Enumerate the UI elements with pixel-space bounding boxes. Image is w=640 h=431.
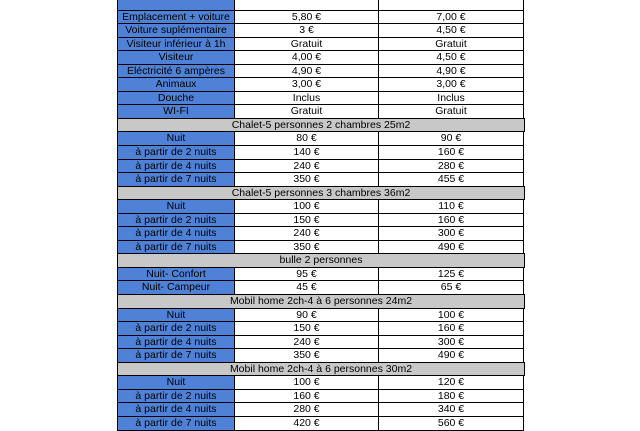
price-cell-low: 350 € (234, 172, 379, 187)
price-cell-high: 100 € (378, 308, 524, 323)
table-row (117, 402, 524, 416)
table-row (117, 267, 524, 281)
row-label: WI-FI (117, 104, 235, 119)
price-cell-low: 45 € (234, 280, 379, 295)
table-row (117, 321, 524, 335)
row-label: Visiteur inférieur à 1h (117, 37, 235, 52)
table-row (117, 10, 524, 24)
price-cell-high: 160 € (378, 213, 524, 228)
table-row (117, 226, 524, 240)
price-cell-low: 350 € (234, 240, 379, 255)
price-cell-low: 95 € (234, 267, 379, 282)
price-cell-high: 490 € (378, 240, 524, 255)
price-cell-low: 350 € (234, 348, 379, 363)
table-row (117, 389, 524, 403)
price-cell-low: 4,90 € (234, 64, 379, 79)
price-cell-high: 300 € (378, 335, 524, 350)
price-cell-low: Inclus (234, 91, 379, 106)
price-cell-low: 90 € (234, 308, 379, 323)
price-cell-high: 120 € (378, 375, 524, 390)
row-label: à partir de 2 nuits (117, 321, 235, 336)
price-cell-high: 280 € (378, 159, 524, 174)
price-cell-low: 3 € (234, 23, 379, 38)
price-cell-high: 65 € (378, 280, 524, 295)
row-label: Voiture suplémentaire (117, 23, 235, 38)
section-header-row (117, 253, 524, 267)
price-cell-high: 340 € (378, 402, 524, 417)
table-row (117, 240, 524, 254)
price-cell-high: 490 € (378, 348, 524, 363)
row-label: Nuit (117, 308, 235, 323)
row-label: Visiteur (117, 50, 235, 65)
price-cell-low: Gratuit (234, 104, 379, 119)
section-header-row (117, 362, 524, 376)
price-cell-high: 4,50 € (378, 23, 524, 38)
price-cell-low: 240 € (234, 159, 379, 174)
table-row (117, 199, 524, 213)
price-cell-high: 4,90 € (378, 64, 524, 79)
table-row (117, 280, 524, 294)
price-cell-high: 160 € (378, 145, 524, 160)
price-cell-high: 110 € (378, 199, 524, 214)
price-cell-low: 160 € (234, 389, 379, 404)
row-label: à partir de 7 nuits (117, 416, 235, 431)
table-row (117, 172, 524, 186)
price-cell-low: 4,00 € (234, 50, 379, 65)
price-cell-low: 150 € (234, 213, 379, 228)
price-cell-high: 3,00 € (378, 77, 524, 92)
price-table (117, 0, 524, 430)
table-row (117, 64, 524, 78)
row-label: à partir de 4 nuits (117, 159, 235, 174)
price-cell-high: Gratuit (378, 37, 524, 52)
row-label: à partir de 4 nuits (117, 402, 235, 417)
section-header-row (117, 186, 524, 200)
row-label: à partir de 4 nuits (117, 226, 235, 241)
table-row (117, 77, 524, 91)
price-cell-low: 280 € (234, 402, 379, 417)
table-row (117, 104, 524, 118)
price-cell-low: 100 € (234, 199, 379, 214)
row-label: Nuit- Campeur (117, 280, 235, 295)
table-row (117, 50, 524, 64)
table-row (117, 145, 524, 159)
price-cell-low: Gratuit (234, 37, 379, 52)
price-cell-high: 455 € (378, 172, 524, 187)
price-cell-high: 160 € (378, 321, 524, 336)
price-cell-high: 4,50 € (378, 50, 524, 65)
table-row (117, 416, 524, 430)
table-row (117, 37, 524, 51)
row-label: à partir de 4 nuits (117, 335, 235, 350)
row-label: à partir de 2 nuits (117, 389, 235, 404)
price-cell-low: 150 € (234, 321, 379, 336)
price-cell-low: 80 € (234, 131, 379, 146)
price-cell-high: Inclus (378, 91, 524, 106)
row-label: Nuit (117, 199, 235, 214)
price-cell-low: 5,80 € (234, 10, 379, 25)
table-row (117, 131, 524, 145)
table-row (117, 348, 524, 362)
price-cell-low: 100 € (234, 375, 379, 390)
section-title: Mobil home 2ch-4 à 6 personnes 30m2 (117, 362, 525, 377)
section-header-row (117, 118, 524, 132)
price-cell-high: 7,00 € (378, 10, 524, 25)
price-cell-low: 240 € (234, 335, 379, 350)
table-row (117, 23, 524, 37)
row-label: à partir de 7 nuits (117, 348, 235, 363)
row-label: à partir de 2 nuits (117, 145, 235, 160)
price-cell-low: 420 € (234, 416, 379, 431)
row-label: Nuit (117, 375, 235, 390)
row-label: Animaux (117, 77, 235, 92)
section-header-row (117, 294, 524, 308)
price-cell-high: Gratuit (378, 104, 524, 119)
row-label: à partir de 7 nuits (117, 172, 235, 187)
price-cell-low: 240 € (234, 226, 379, 241)
table-row (117, 375, 524, 389)
price-cell-low: 3,00 € (234, 77, 379, 92)
row-label: à partir de 7 nuits (117, 240, 235, 255)
section-title: bulle 2 personnes (117, 253, 525, 268)
price-cell-low: 140 € (234, 145, 379, 160)
row-label: Nuit- Confort (117, 267, 235, 282)
row-label: Eléctricité 6 ampères (117, 64, 235, 79)
row-label: Emplacement + voiture (117, 10, 235, 25)
table-row (117, 0, 524, 10)
price-cell-high: 125 € (378, 267, 524, 282)
row-label: Nuit (117, 131, 235, 146)
row-label: à partir de 2 nuits (117, 213, 235, 228)
section-title: Mobil home 2ch-4 à 6 personnes 24m2 (117, 294, 525, 309)
table-row (117, 335, 524, 349)
table-row (117, 159, 524, 173)
section-title: Chalet-5 personnes 2 chambres 25m2 (117, 118, 525, 133)
price-cell-high: 90 € (378, 131, 524, 146)
section-title: Chalet-5 personnes 3 chambres 36m2 (117, 186, 525, 201)
price-cell-high: 560 € (378, 416, 524, 431)
table-row (117, 91, 524, 105)
price-cell-high: 300 € (378, 226, 524, 241)
row-label: Douche (117, 91, 235, 106)
table-row (117, 308, 524, 322)
price-cell-high: 180 € (378, 389, 524, 404)
table-row (117, 213, 524, 227)
